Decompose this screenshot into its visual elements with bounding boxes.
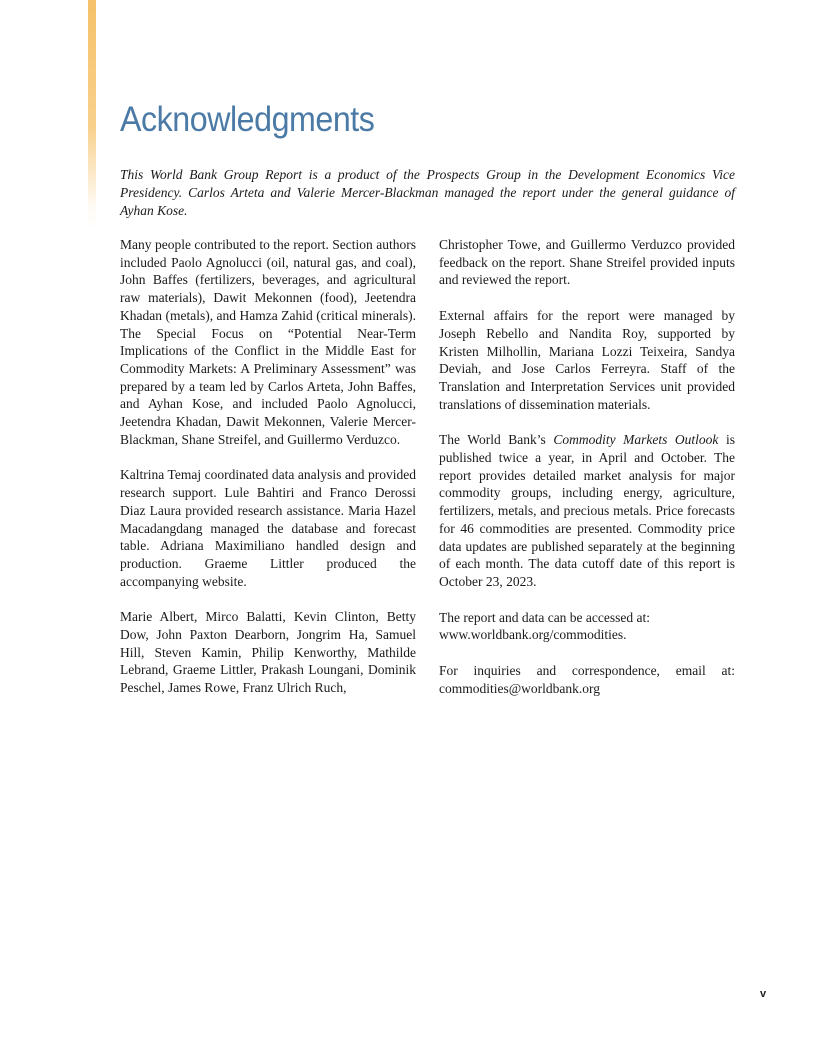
contact-paragraph [439,662,735,697]
data-support-paragraph: Kaltrina Temaj coordinated data analysis and provided research support. Lule Bahtiri and Franco Derossi Diaz Laura provided research assistance. Maria Hazel Macadangdang managed the database and forecast table. Adriana Maximiliano handled design and production. Graeme Littler produced the accompanying website. [120,467,416,589]
contributors-paragraph: Many people contributed to the report. Section authors included Paolo Agnolucci (oil, natural gas, and coal), John Baffes (fertilizers, beverages, and agricultural raw materials), Dawit Mekonnen (food), Jeetendra Khadan (metals), and Hamza Zahid (critical minerals). The Special Focus on “Potential Near-Term Implications of the Conflict in the Middle East for Commodity Markets: A Preliminary Assessment” was prepared by a team led by Carlos Arteta, John Baffes, and Ayhan Kose, and included Paolo Agnolucci, Jeetendra Khadan, Dawit Mekonnen, Valerie Mercer-Blackman, Shane Streifel, and Guillermo Verduzco. [120,237,416,447]
external-affairs-paragraph: External affairs for the report were managed by Joseph Rebello and Nandita Roy, supported by Kristen Milhollin, Mariana Lozzi Teixeira, Sandya Deviah, and Jose Carlos Ferreyra. Staff of the Translation and Interpretation Services unit provided translations of dissemination materials. [439,308,735,412]
feedback-names-paragraph: Marie Albert, Mirco Balatti, Kevin Clinton, Betty Dow, John Paxton Dearborn, Jongrim Ha, Samuel Hill, Steven Kamin, Philip Kenworthy, Mathilde Lebrand, Graeme Littler, Prakash Loungani, Dominik Peschel, James Rowe, Franz Ulrich Ruch, [120,609,416,696]
left-column [120,236,416,715]
contact-text: For inquiries and correspondence, email at: [439,663,735,679]
access-paragraph [439,609,735,644]
page-title: Acknowledgments [120,100,375,139]
publication-info-body: is published twice a year, in April and October. The report provides detailed market analysis for major commodity groups, including energy, agriculture, fertilizers, metals, and precious metals. Price forecasts for 46 commodities are presented. Commodity price data updates are published separately at the beginning of each month. The data cutoff date of this report is October 23, 2023. [439,432,735,589]
decorative-accent-bar [88,0,96,230]
publication-info-lead: The World Bank’s [439,432,554,448]
publication-title: Commodity Markets Outlook [553,432,719,448]
feedback-continued-paragraph: Christopher Towe, and Guillermo Verduzco provided feedback on the report. Shane Streifel provided inputs and reviewed the report. [439,237,735,288]
publication-info-paragraph [439,431,735,590]
page-number: v [760,988,767,1000]
access-text: The report and data can be accessed at: [439,609,651,625]
intro-paragraph: This World Bank Group Report is a product of the Prospects Group in the Development Economics Vice Presidency. Carlos Arteta and Valerie Mercer-Blackman managed the report under the general guidance of Ayhan Kose. [120,167,735,218]
right-column [439,236,735,715]
contact-email-link[interactable]: commodities@worldbank.org [439,680,601,696]
access-url-link[interactable]: www.worldbank.org/commodities. [439,627,627,643]
